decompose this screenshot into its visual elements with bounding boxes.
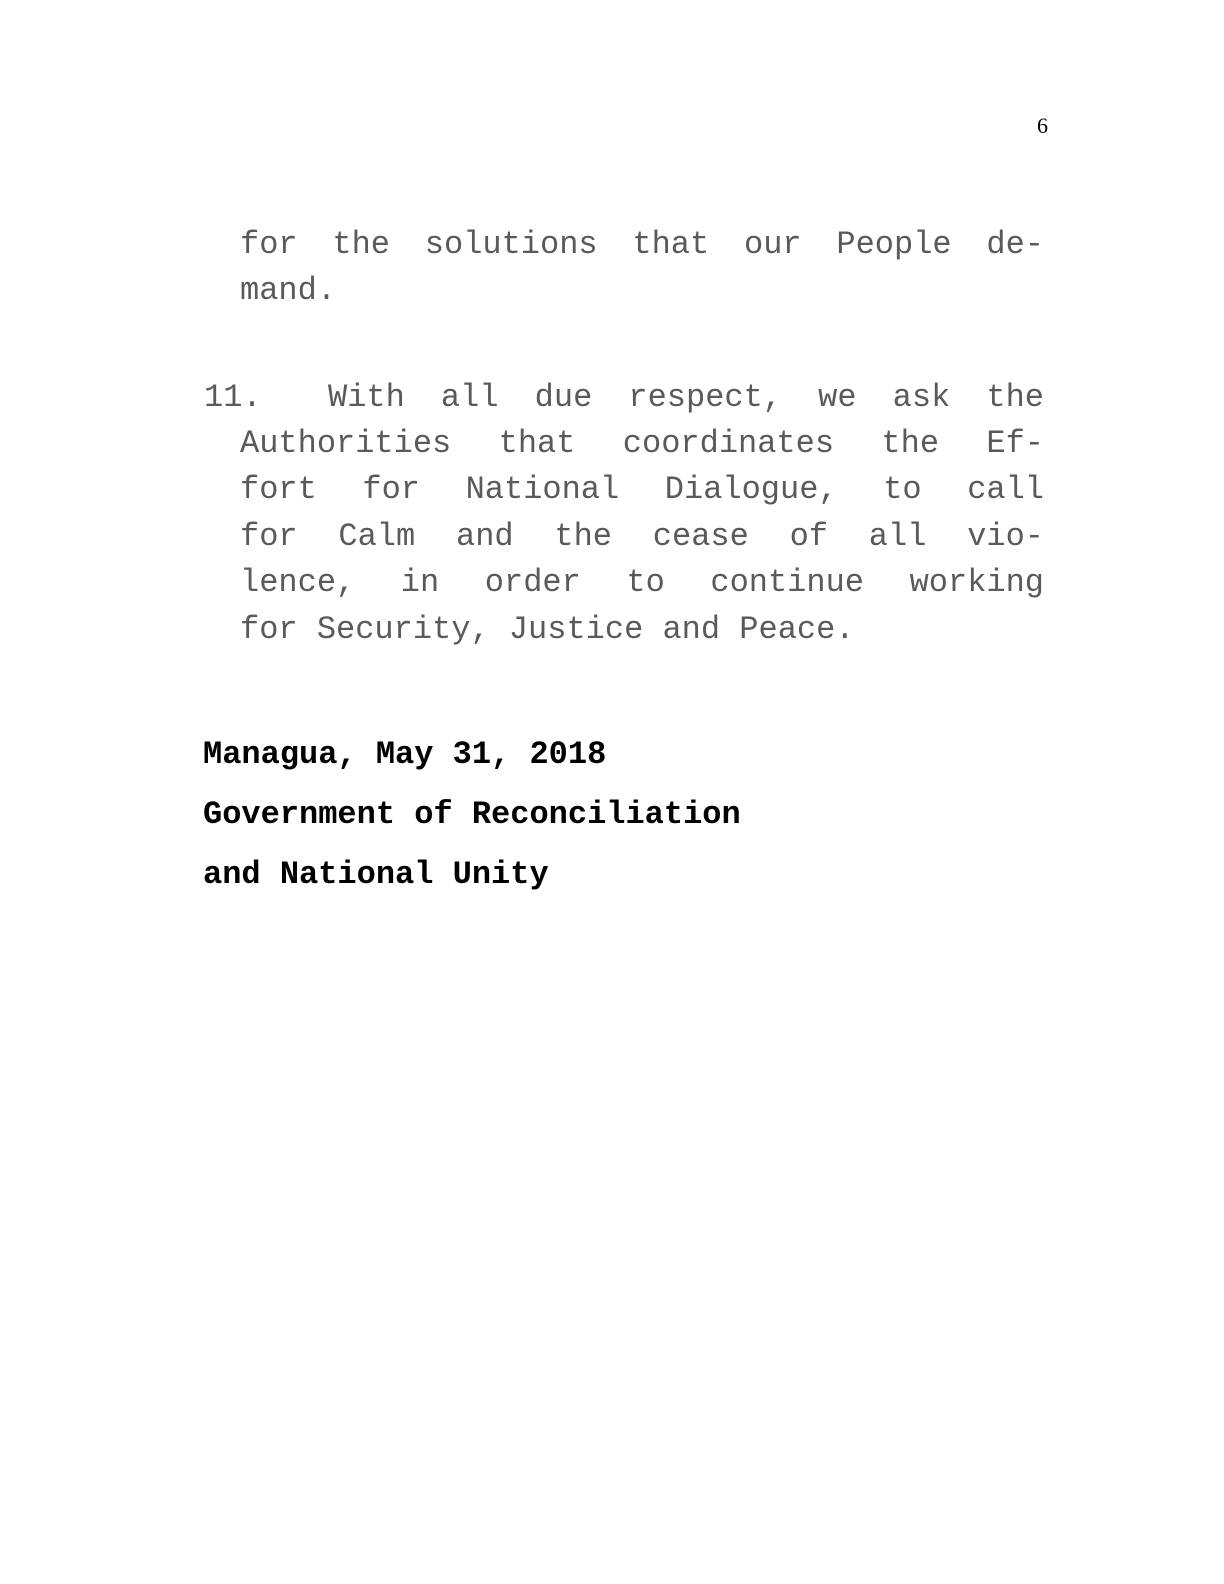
- list-item-number: 11.: [204, 379, 262, 416]
- paragraph-line: for Security, Justice and Peace.: [240, 611, 855, 648]
- paragraph-line: fort for National Dialogue, to call: [240, 471, 1044, 508]
- signatory-org-line-1: Government of Reconciliation: [203, 796, 741, 833]
- paragraph-line: Authorities that coordinates the Ef-: [240, 425, 1044, 462]
- paragraph-line: lence, in order to continue working: [240, 564, 1044, 601]
- paragraph-line: With all due respect, we ask the: [328, 379, 1044, 416]
- paragraph-line: mand.: [240, 272, 337, 309]
- paragraph-line: for Calm and the cease of all vio-: [240, 518, 1044, 555]
- place-date: Managua, May 31, 2018: [203, 736, 607, 773]
- page-number: 6: [1037, 113, 1048, 138]
- paragraph-line: for the solutions that our People de-: [240, 226, 1044, 263]
- signatory-org-line-2: and National Unity: [203, 856, 549, 893]
